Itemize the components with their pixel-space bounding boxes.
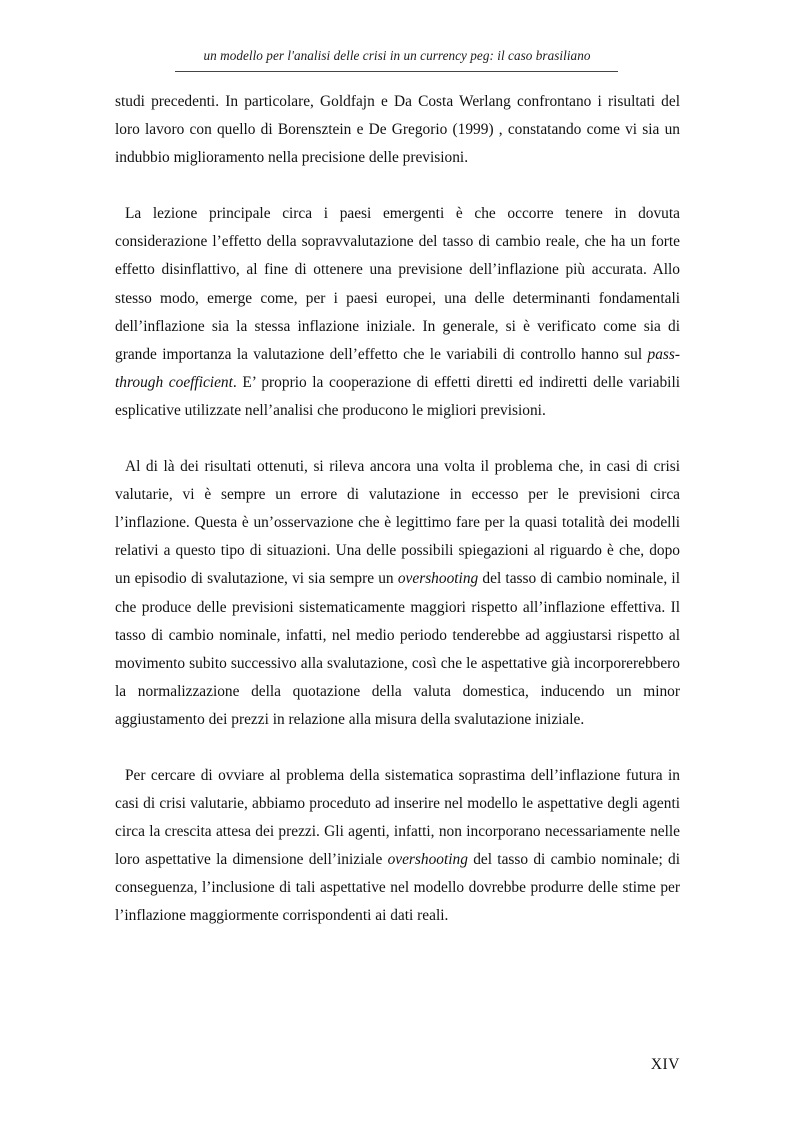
paragraph-3-italic-term: overshooting (397, 570, 479, 588)
paragraph-2-text-a: La lezione principale circa i paesi emergenti è che occorre tenere in dovuta considerazione l’effetto della sopravvalutazione del tasso di cambio reale, che ha un forte effetto disinflattivo, al fine di ottenere una previsione dell’inflazione più accurata. Allo stesso modo, emerge come, per i paesi europei, una delle determinanti fondamentali dell’inflazione sia la stessa inflazione iniziale. In generale, si è verificato come sia di grande importanza la valutazione dell’effetto che le variabili di controllo hanno sul (115, 205, 680, 363)
paragraph-2 (115, 200, 680, 425)
paragraph-4-italic-term: overshooting (387, 851, 468, 869)
paragraph-1-text: studi precedenti. In particolare, Goldfajn e Da Costa Werlang confrontano i risultati del loro lavoro con quello di Borensztein e De Gregorio (1999) , constatando come vi sia un indubbio miglioramento nella precisione delle previsioni. (115, 93, 680, 167)
paragraph-4 (115, 762, 680, 931)
paragraph-1 (115, 88, 680, 172)
paragraph-3-text-a: Al di là dei risultati ottenuti, si rileva ancora una volta il problema che, in casi di crisi valutarie, vi è sempre un errore di valutazione in eccesso per le previsioni circa l’inflazione. Questa è un’osservazione che è legittimo fare per la quasi totalità dei modelli relativi a questo tipo di situazioni. Una delle possibili spiegazioni al riguardo è che, dopo un episodio di svalutazione, vi sia sempre un (115, 458, 680, 588)
running-header: un modello per l'analisi delle crisi in un currency peg: il caso brasiliano (203, 48, 591, 63)
body-text (115, 88, 680, 931)
paragraph-4-text-b: del tasso di cambio nominale; di conseguenza, l’inclusione di tali aspettative nel modello dovrebbe produrre delle stime per l’inflazione maggiormente corrispondenti ai dati reali. (115, 851, 680, 925)
paragraph-2-italic-term: pass-through coefficient (115, 345, 680, 391)
paragraph-4-text-a: Per cercare di ovviare al problema della sistematica soprastima dell’inflazione futura in casi di crisi valutarie, abbiamo proceduto ad inserire nel modello le aspettative degli agenti circa la crescita attesa dei prezzi. Gli agenti, infatti, non incorporano necessariamente nelle loro aspettative la dimensione dell’iniziale (115, 766, 680, 869)
paragraph-3-text-b: del tasso di cambio nominale, il che produce delle previsioni sistematicamente maggiori rispetto all’inflazione effettiva. Il tasso di cambio nominale, infatti, nel medio periodo tenderebbe ad aggiustarsi rispetto al movimento subito successivo alla svalutazione, così che le aspettative già incorporerebbero la normalizzazione della quotazione della valuta domestica, inducendo un minor aggiustamento dei prezzi in relazione alla misura della svalutazione iniziale. (115, 570, 680, 728)
header-rule (175, 71, 618, 72)
paragraph-3 (115, 453, 680, 734)
paragraph-2-text-b: . E’ proprio la cooperazione di effetti diretti ed indiretti delle variabili esplicative utilizzate nell’analisi che producono le migliori previsioni. (115, 373, 680, 419)
page-number: XIV (650, 1056, 680, 1073)
